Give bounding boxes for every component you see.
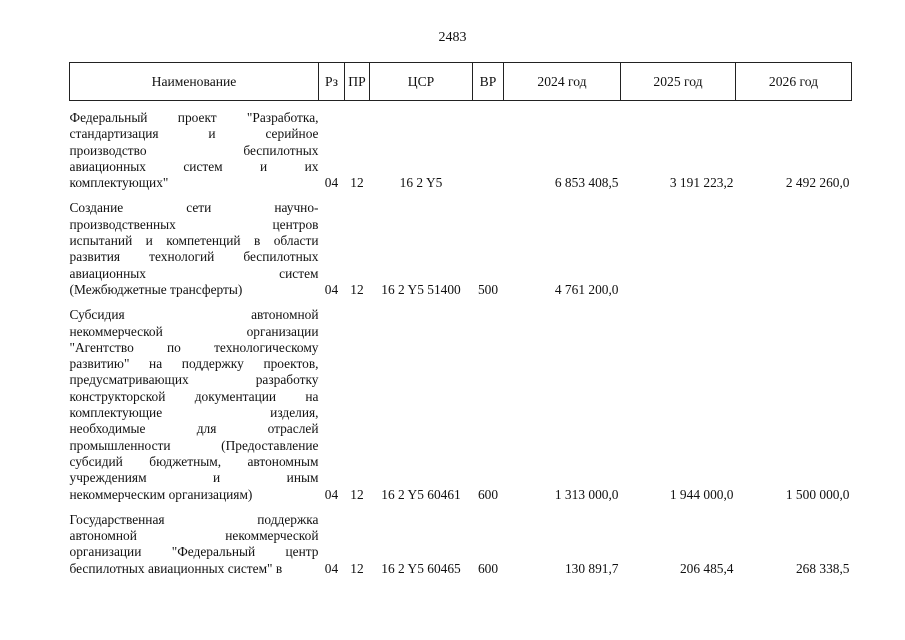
- cell-vr: 500: [477, 281, 499, 297]
- table-row: [70, 200, 852, 298]
- cell-rz: 04: [324, 281, 339, 297]
- header-2025: 2025 год: [621, 63, 736, 101]
- row-spacer-cell: [70, 503, 852, 512]
- cell-rz: 04: [324, 486, 339, 502]
- name-line: конструкторской документации на: [69, 388, 319, 404]
- header-rz: Рз: [319, 63, 345, 101]
- cell-2025: [621, 200, 736, 298]
- header-vr: ВР: [473, 63, 504, 101]
- row-spacer: [70, 101, 852, 111]
- cell-2025: 3 191 223,2: [669, 175, 734, 191]
- cell-vr: [473, 110, 504, 191]
- row-spacer-cell: [70, 191, 852, 200]
- header-2026: 2026 год: [736, 63, 852, 101]
- name-line: "Агентство по технологическому: [69, 339, 319, 355]
- name-line: производство беспилотных: [69, 142, 319, 158]
- name-line: авиационных систем и их: [69, 158, 319, 174]
- name-line: Субсидия автономной: [69, 307, 319, 323]
- header-pr: ПР: [345, 63, 370, 101]
- cell-pr: 12: [350, 281, 364, 297]
- cell-pr: 12: [350, 175, 364, 191]
- row-spacer-cell: [70, 101, 852, 111]
- cell-name: [70, 110, 319, 191]
- cell-2024: 4 761 200,0: [554, 281, 619, 297]
- name-line: стандартизация и серийное: [69, 126, 319, 142]
- cell-name: [70, 512, 319, 577]
- row-spacer-cell: [70, 298, 852, 307]
- name-line: комплектующих": [69, 175, 169, 191]
- row-spacer: [70, 298, 852, 307]
- name-line: учреждениям и иным: [69, 470, 319, 486]
- cell-rz: 04: [324, 560, 339, 576]
- table-header-row: [70, 63, 852, 101]
- name-line: производственных центров: [69, 216, 319, 232]
- cell-2024: 6 853 408,5: [554, 175, 619, 191]
- row-spacer: [70, 191, 852, 200]
- cell-vr: 600: [477, 560, 499, 576]
- name-line: авиационных систем: [69, 265, 319, 281]
- cell-2026: 2 492 260,0: [785, 175, 850, 191]
- header-csr: ЦСР: [370, 63, 473, 101]
- name-line: развитию" на поддержку проектов,: [69, 356, 319, 372]
- cell-csr: 16 2 Y5 60461: [381, 486, 461, 502]
- cell-name: [70, 200, 319, 298]
- name-line: комплектующие изделия,: [69, 405, 319, 421]
- cell-csr: 16 2 Y5 60465: [381, 560, 461, 576]
- cell-pr: 12: [350, 560, 364, 576]
- cell-pr: 12: [350, 486, 364, 502]
- name-line: некоммерческим организациям): [69, 486, 253, 502]
- name-line: субсидий бюджетным, автономным: [69, 453, 319, 469]
- name-line: (Межбюджетные трансферты): [69, 281, 243, 297]
- cell-2026: 1 500 000,0: [785, 486, 850, 502]
- name-line: беспилотных авиационных систем" в: [69, 560, 283, 576]
- name-line: Создание сети научно-: [69, 200, 319, 216]
- name-line: Государственная поддержка: [69, 511, 319, 527]
- header-name: Наименование: [70, 63, 319, 101]
- row-spacer: [70, 503, 852, 512]
- name-line: автономной некоммерческой: [69, 528, 319, 544]
- budget-table: [69, 62, 852, 577]
- name-line: промышленности (Предоставление: [69, 437, 319, 453]
- cell-2024: 130 891,7: [564, 560, 619, 576]
- table-row: [70, 110, 852, 191]
- cell-rz: 04: [324, 175, 339, 191]
- header-2024: 2024 год: [504, 63, 621, 101]
- cell-csr: 16 2 Y5 51400: [381, 281, 461, 297]
- name-line: организации "Федеральный центр: [69, 544, 319, 560]
- name-line: необходимые для отраслей: [69, 421, 319, 437]
- cell-2025: 206 485,4: [679, 560, 734, 576]
- name-line: развития технологий беспилотных: [69, 249, 319, 265]
- page-number: 2483: [438, 30, 467, 45]
- table-row: [70, 512, 852, 577]
- cell-2026: [736, 200, 852, 298]
- cell-2025: 1 944 000,0: [669, 486, 734, 502]
- cell-csr: 16 2 Y5: [399, 175, 443, 191]
- cell-name: [70, 307, 319, 503]
- name-line: некоммерческой организации: [69, 323, 319, 339]
- cell-2024: 1 313 000,0: [554, 486, 619, 502]
- cell-vr: 600: [477, 486, 499, 502]
- name-line: Федеральный проект "Разработка,: [69, 110, 319, 125]
- name-line: испытаний и компетенций в области: [69, 233, 319, 249]
- table-body: [70, 101, 852, 578]
- name-line: предусматривающих разработку: [69, 372, 319, 388]
- table-row: [70, 307, 852, 503]
- cell-2026: 268 338,5: [795, 560, 850, 576]
